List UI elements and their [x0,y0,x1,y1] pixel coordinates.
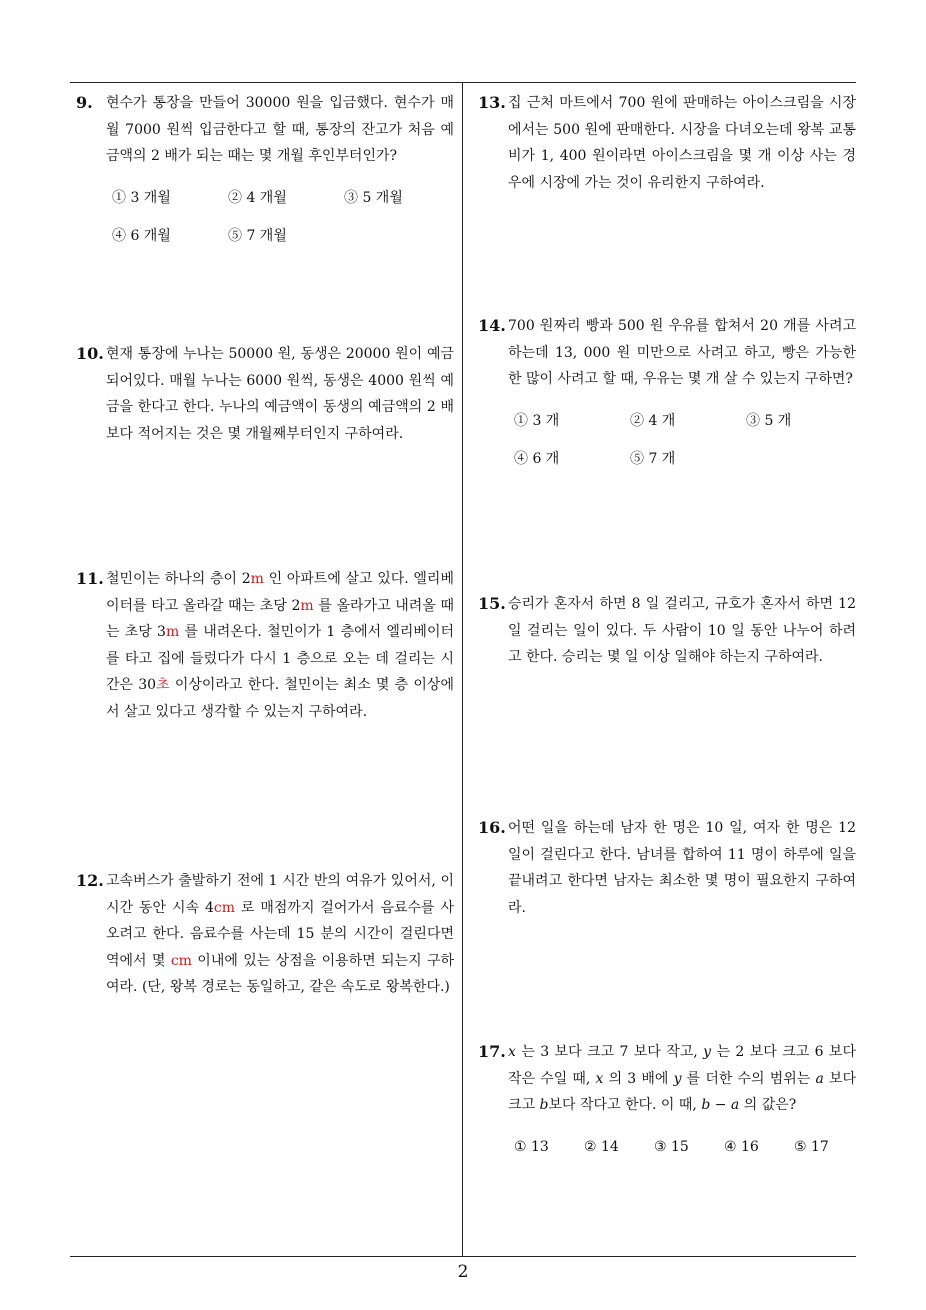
top-rule [70,82,856,83]
question-text: 고속버스가 출발하기 전에 1 시간 반의 여유가 있어서, 이 시간 동안 시속 4cm 로 매점까지 걸어가서 음료수를 사오려고 한다. 음료수를 사는데 15 분의 시간이 걸린다면 역에서 몇 cm 이내에 있는 상점을 이용하면 되는지 구하여라. (단, 왕복 경로는 동일하고, 같은 속도로 왕복한다.) [106,873,455,995]
var-x: x [595,1070,604,1087]
unit-cm: cm [170,952,192,969]
question-number: 17. [478,1042,506,1061]
question-text: 현수가 통장을 만들어 30000 원을 입금했다. 현수가 매월 7000 원씩 입금한다고 할 때, 통장의 잔고가 처음 예금액의 2 배가 되는 때는 몇 개월 후인부터인가? [106,95,454,164]
choice-3[interactable]: ③ 15 [654,1139,689,1156]
expr-b-minus-a: b − a [701,1097,740,1113]
choice-1[interactable]: ① 3 개월 [112,190,171,207]
question-17 [478,1039,856,1167]
unit-cm: cm [213,899,235,916]
answer-choices [112,180,454,256]
page-number: 2 [457,1262,469,1282]
question-number: 16. [478,818,506,837]
bottom-rule [70,1256,856,1257]
choice-4[interactable]: ④ 6 개월 [112,228,171,245]
question-number: 13. [478,93,506,112]
choice-3[interactable]: ③ 5 개 [746,413,792,430]
choice-5[interactable]: ⑤ 17 [794,1139,829,1156]
question-9 [76,90,454,256]
question-13 [478,90,856,196]
question-text: 집 근처 마트에서 700 원에 판매하는 아이스크림을 시장에서는 500 원에 판매한다. 시장을 다녀오는데 왕복 교통비가 1, 400 원이라면 아이스크림을 몇 개 이상 사는 경우에 시장에 가는 것이 유리한지 구하여라. [508,95,856,191]
column-divider [462,82,463,1257]
question-11 [76,566,454,725]
choice-5[interactable]: ⑤ 7 개월 [228,228,287,245]
question-16 [478,815,856,921]
var-b: b [539,1097,549,1113]
choice-4[interactable]: ④ 16 [724,1139,759,1156]
unit-second: 초 [156,677,170,693]
question-14 [478,313,856,479]
choice-5[interactable]: ⑤ 7 개 [630,451,676,468]
var-x: x [508,1044,516,1060]
choice-4[interactable]: ④ 6 개 [514,451,560,468]
unit-meter: m [300,597,314,614]
unit-meter: m [250,571,264,587]
question-number: 11. [76,569,104,588]
var-a: a [815,1070,824,1087]
question-number: 10. [76,344,104,363]
choice-3[interactable]: ③ 5 개월 [344,190,403,207]
question-text: x 는 3 보다 크고 7 보다 작고, y 는 2 보다 크고 6 보다 작은 수일 때, x 의 3 배에 y 를 더한 수의 범위는 a 보다 크고 b보다 작다고 한다. 이 때, b − a 의 값은? [508,1044,857,1113]
var-y: y [703,1044,712,1060]
choice-2[interactable]: ② 4 개 [630,413,676,430]
question-number: 15. [478,594,506,613]
question-text: 700 원짜리 빵과 500 원 우유를 합쳐서 20 개를 사려고 하는데 13, 000 원 미만으로 사려고 하고, 빵은 가능한 한 많이 사려고 할 때, 우유는 몇 개 살 수 있는지 구하면? [508,318,856,387]
choice-2[interactable]: ② 4 개월 [228,190,287,207]
question-number: 9. [76,93,93,112]
answer-choices [514,1129,856,1167]
choice-1[interactable]: ① 3 개 [514,413,560,430]
question-text: 어떤 일을 하는데 남자 한 명은 10 일, 여자 한 명은 12 일이 걸린다고 한다. 남녀를 합하여 11 명이 하루에 일을 끝내려고 한다면 남자는 최소한 몇 명이 필요한지 구하여라. [508,820,856,916]
question-number: 14. [478,316,506,335]
question-text: 현재 통장에 누나는 50000 원, 동생은 20000 원이 예금되어있다. 매월 누나는 6000 원씩, 동생은 4000 원씩 예금을 한다고 한다. 누나의 예금액이 동생의 예금액의 2 배보다 적어지는 것은 몇 개월째부터인지 구하여라. [106,346,454,442]
question-10 [76,341,454,447]
question-text: 철민이는 하나의 층이 2m 인 아파트에 살고 있다. 엘리베이터를 타고 올라갈 때는 초당 2m 를 올라가고 내려올 때는 초당 3m 를 내려온다. 철민이가 1 층에서 엘리베이터를 타고 집에 들렀다가 다시 1 층으로 오는 데 걸리는 시간은 30초 이상이라고 한다. 철민이는 최소 몇 층 이상에서 살고 있다고 생각할 수 있는지 구하여라. [106,571,455,720]
var-y: y [673,1070,682,1087]
question-number: 12. [76,871,104,890]
question-15 [478,591,856,671]
question-text: 승리가 혼자서 하면 8 일 걸리고, 규호가 혼자서 하면 12 일 걸리는 일이 있다. 두 사람이 10 일 동안 나누어 하려고 한다. 승리는 몇 일 이상 일해야 하는지 구하여라. [508,596,856,665]
choice-2[interactable]: ② 14 [584,1139,619,1156]
unit-meter: m [165,624,180,640]
choice-1[interactable]: ① 13 [514,1139,549,1156]
question-12 [76,868,454,1001]
answer-choices [514,403,856,479]
